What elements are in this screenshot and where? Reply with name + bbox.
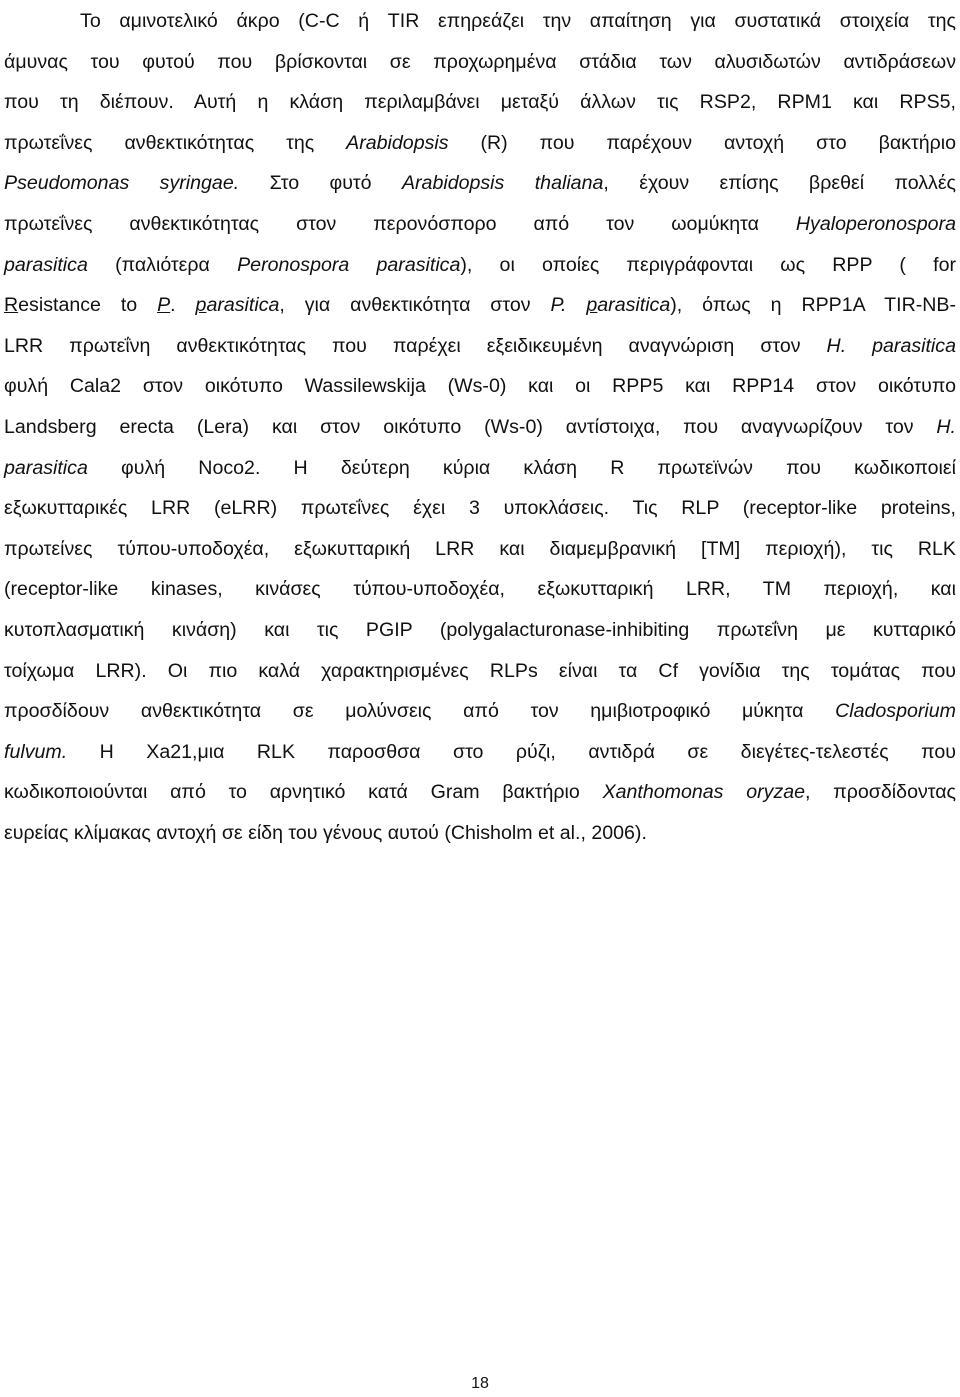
text-line xyxy=(4,529,956,570)
text-line xyxy=(4,651,956,692)
text-line xyxy=(4,813,956,854)
italic-text: arasitica xyxy=(597,294,671,317)
page-number: 18 xyxy=(471,1375,489,1392)
text-line xyxy=(4,610,956,651)
text-run: άμυνας του φυτού που βρίσκονται σε προχωρημένα στάδια των αλυσιδωτών αντιδράσεων xyxy=(4,50,956,73)
text-run: (παλιότερα xyxy=(87,253,238,276)
text-run: κυτοπλασματική κινάση) και τις PGIP (polygalacturonase-inhibiting πρωτεΐνη με κυτταρικό xyxy=(4,618,956,641)
text-line xyxy=(4,163,956,204)
text-run: κωδικοποιούνται από το αρνητικό κατά Gram βακτήριο xyxy=(4,781,603,804)
text-line xyxy=(4,326,956,367)
text-line xyxy=(4,448,956,489)
text-run: esistance to xyxy=(18,294,158,317)
text-run: πρωτεΐνες ανθεκτικότητας στον περονόσπορο από τον ωομύκητα xyxy=(4,212,796,235)
text-run: τοίχωμα LRR). Οι πιο καλά χαρακτηρισμένες RLPs είναι τα Cf γονίδια της τομάτας που xyxy=(4,659,956,682)
text-line xyxy=(4,366,956,407)
text-line xyxy=(4,204,956,245)
body-paragraph xyxy=(4,0,956,853)
text-line xyxy=(4,691,956,732)
text-run: ), όπως η RPP1A TIR-NB- xyxy=(670,294,956,317)
italic-text: parasitica xyxy=(4,456,88,479)
text-run: Η Xa21,μια RLK παροσθσα στο ρύζι, αντιδρά σε διεγέτες-τελεστές που xyxy=(67,740,956,763)
text-run: εξωκυτταρικές LRR (eLRR) πρωτεΐνες έχει 3 υποκλάσεις. Τις RLP (receptor-like proteins, xyxy=(4,497,956,520)
italic-text: Cladosporium xyxy=(835,700,956,723)
italic-text: p xyxy=(195,294,207,317)
text-run: προσδίδουν ανθεκτικότητα σε μολύνσεις από τον ημιβιοτροφικό μύκητα xyxy=(4,700,836,723)
text-run: (R) που παρέχουν αντοχή στο βακτήριο xyxy=(448,131,957,154)
text-line xyxy=(4,123,956,164)
text-run: (receptor-like kinases, κινάσες τύπου-υποδοχέα, εξωκυτταρική LRR, TM περιοχή, και xyxy=(4,578,956,601)
text-line xyxy=(4,1,956,42)
italic-text: H. parasitica xyxy=(826,334,956,357)
text-run: που τη διέπουν. Αυτή η κλάση περιλαμβάνει μεταξύ άλλων τις RSP2, RPM1 και RPS5, xyxy=(4,91,956,114)
text-run: , για ανθεκτικότητα στον xyxy=(279,294,551,317)
italic-text: H. xyxy=(936,415,956,438)
text-run: πρωτεΐνες ανθεκτικότητας της xyxy=(4,131,347,154)
italic-text: fulvum. xyxy=(4,740,68,763)
text-line xyxy=(4,569,956,610)
text-run: LRR πρωτεΐνη ανθεκτικότητας που παρέχει εξειδικευμένη αναγνώριση στον xyxy=(4,334,827,357)
italic-text: Peronospora parasitica xyxy=(237,253,461,276)
italic-text: Arabidopsis thaliana xyxy=(401,172,604,195)
text-run: ), οι οποίες περιγράφονται ως RPP ( for xyxy=(460,253,957,276)
text-run: ευρείας κλίμακας αντοχή σε είδη του γένους αυτού (Chisholm et al., 2006). xyxy=(4,821,647,844)
text-line xyxy=(4,82,956,123)
text-run: φυλή Noco2. Η δεύτερη κύρια κλάση R πρωτεϊνών που κωδικοποιεί xyxy=(87,456,956,479)
text-run: Στο φυτό xyxy=(239,172,402,195)
italic-text: P. xyxy=(550,294,587,317)
text-run: R xyxy=(4,294,19,317)
italic-text: Xanthomonas oryzae xyxy=(602,781,806,804)
text-line xyxy=(4,245,956,286)
italic-text: P xyxy=(157,294,171,317)
text-run: φυλή Cala2 στον οικότυπο Wassilewskija (Ws-0) και οι RPP5 και RPP14 στον οικότυπο xyxy=(4,375,956,398)
text-line xyxy=(4,42,956,83)
italic-text: Pseudomonas syringae. xyxy=(4,172,240,195)
text-run: Landsberg erecta (Lera) και στον οικότυπο (Ws-0) αντίστοιχα, που αναγνωρίζουν τον xyxy=(4,415,937,438)
text-line xyxy=(4,488,956,529)
italic-text: p xyxy=(586,294,598,317)
italic-text: arasitica xyxy=(206,294,280,317)
italic-text: Arabidopsis xyxy=(346,131,449,154)
italic-text: parasitica xyxy=(4,253,88,276)
text-run: Το αμινοτελικό άκρο (C-C ή TIR επηρεάζει την απαίτηση για συστατικά στοιχεία της xyxy=(80,10,956,32)
text-run: πρωτείνες τύπου-υποδοχέα, εξωκυτταρική LRR και διαμεμβρανική [TM] περιοχή), τις RLK xyxy=(4,537,956,560)
text-run: . xyxy=(170,294,196,317)
text-line xyxy=(4,407,956,448)
text-run: , έχουν επίσης βρεθεί πολλές xyxy=(603,172,957,195)
italic-text: Hyaloperonospora xyxy=(795,212,956,235)
text-line xyxy=(4,285,956,326)
text-line xyxy=(4,732,956,773)
text-run: , προσδίδοντας xyxy=(805,781,956,804)
text-line xyxy=(4,772,956,813)
